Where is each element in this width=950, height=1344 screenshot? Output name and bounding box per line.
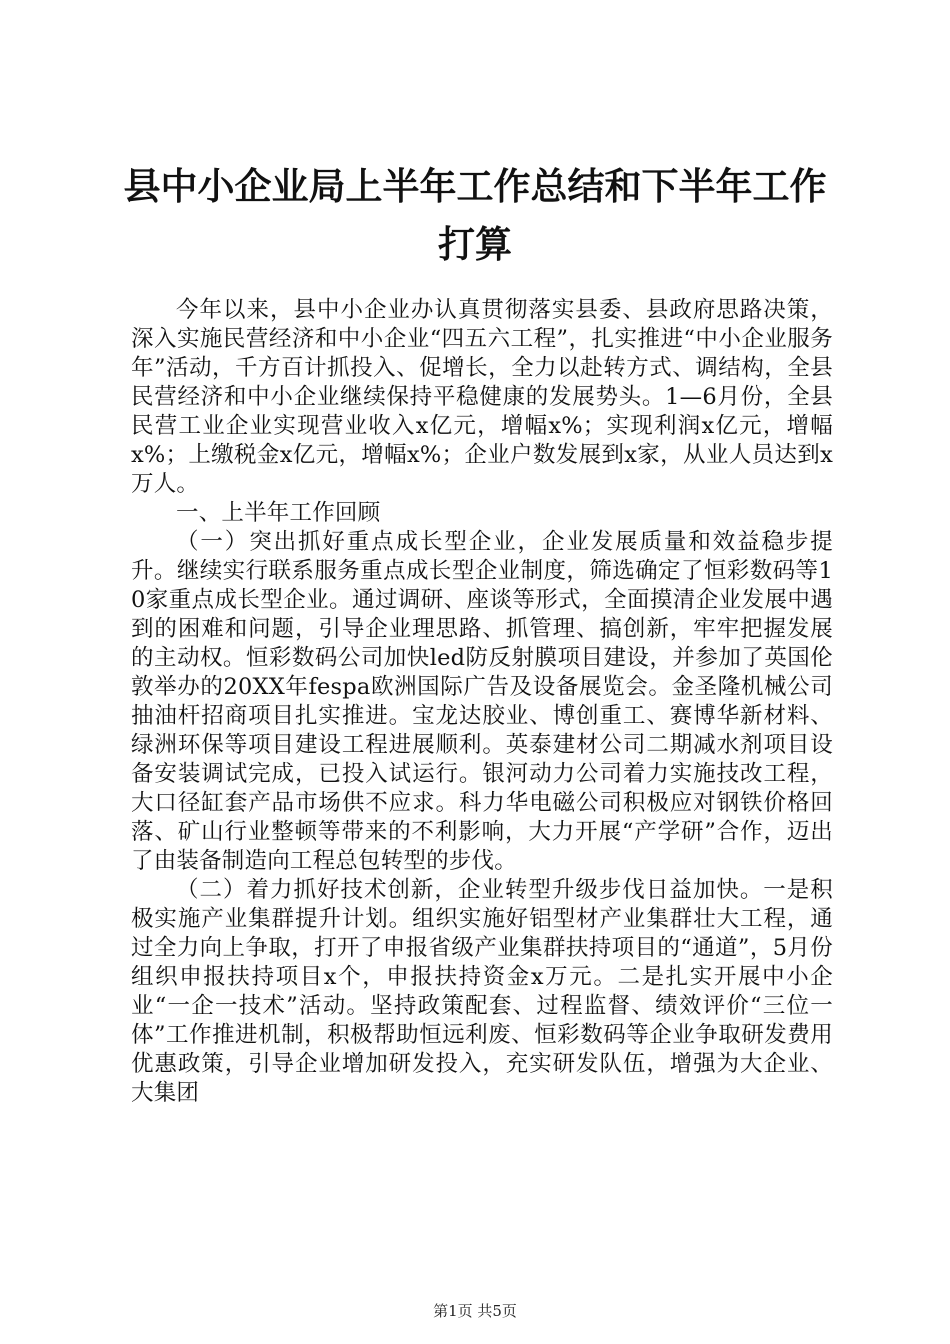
- section-heading: 一、上半年工作回顾: [176, 500, 381, 526]
- page-number-footer: 第1页 共5页: [433, 1302, 517, 1320]
- section-1-paragraph: （一）突出抓好重点成长型企业，企业发展质量和效益稳步提升。继续实行联系服务重点成长型企业制度，筛选确定了恒彩数码等10家重点成长型企业。通过调研、座谈等形式，全面摸清企业发展中遇到的困难和问题，引导企业理思路、抓管理、搞创新，牢牢把握发展的主动权。恒彩数码公司加快led防反射膜项目建设，并参加了英国伦敦举办的20XX年fespa欧洲国际广告及设备展览会。金圣隆机械公司抽油杆招商项目扎实推进。宝龙达胶业、博创重工、赛博华新材料、绿洲环保等项目建设工程进展顺利。英泰建材公司二期减水剂项目设备安装调试完成，已投入试运行。银河动力公司着力实施技改工程，大口径缸套产品市场供不应求。科力华电磁公司积极应对钢铁价格回落、矿山行业整顿等带来的不利影响，大力开展“产学研”合作，迈出了由装备制造向工程总包转型的步伐。: [131, 529, 833, 874]
- document-title: 县中小企业局上半年工作总结和下半年工作打算: [123, 165, 827, 266]
- document-body: [131, 296, 833, 1108]
- section-2-paragraph: （二）着力抓好技术创新，企业转型升级步伐日益加快。一是积极实施产业集群提升计划。组织实施好铝型材产业集群壮大工程，通过全力向上争取，打开了申报省级产业集群扶持项目的“通道”，5月份组织申报扶持项目x个，申报扶持资金x万元。二是扎实开展中小企业“一企一技术”活动。坚持政策配套、过程监督、绩效评价“三位一体”工作推进机制，积极帮助恒远利废、恒彩数码等企业争取研发费用优惠政策，引导企业增加研发投入，充实研发队伍，增强为大企业、大集团: [131, 877, 833, 1106]
- intro-paragraph: 今年以来，县中小企业办认真贯彻落实县委、县政府思路决策，深入实施民营经济和中小企业“四五六工程”，扎实推进“中小企业服务年”活动，千方百计抓投入、促增长，全力以赴转方式、调结构，全县民营经济和中小企业继续保持平稳健康的发展势头。1—6月份，全县民营工业企业实现营业收入x亿元，增幅x%；实现利润x亿元，增幅x%；上缴税金x亿元，增幅x%；企业户数发展到x家，从业人员达到x万人。: [131, 297, 833, 497]
